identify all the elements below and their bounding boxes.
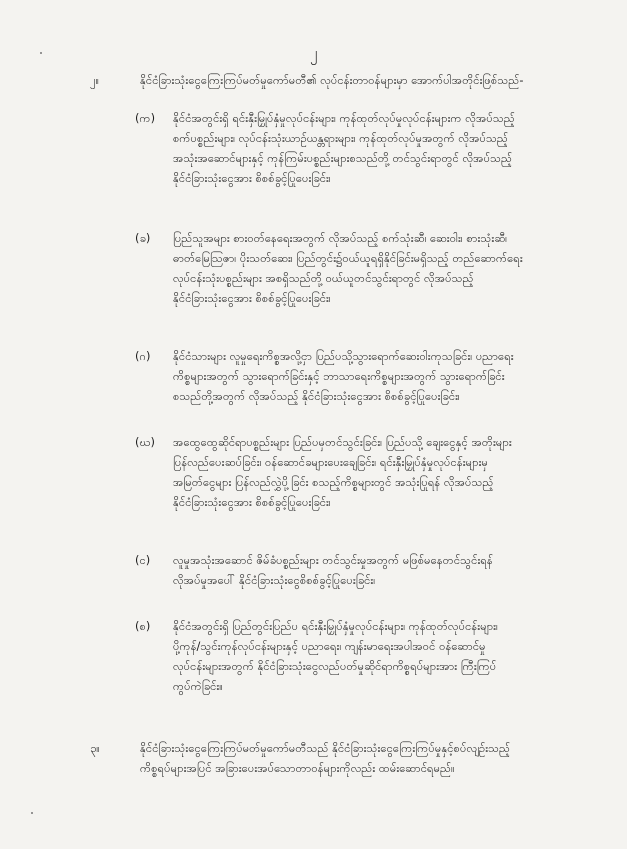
scan-speck [31, 812, 33, 814]
item-line: ပြည်သူအများ စားဝတ်နေရေးအတွက် လိုအပ်သည့် စက်သုံးဆီ၊ ဆေးဝါး၊ စားသုံးဆီ၊ [173, 231, 508, 245]
item-line: လိုအပ်မှုအပေါ် နိုင်ငံခြားသုံးငွေစိစစ်ခွင့်ပြုပေးခြင်း၊ [173, 573, 376, 587]
item-line: နိုင်ငံသားများ လူမှုရေးကိစ္စအလို့ငှာ ပြည်ပသို့သွားရောက်ဆေးဝါးကုသခြင်း၊ ပညာရေး [173, 349, 514, 363]
paragraph-2-marker: ၂။ [90, 73, 100, 87]
item-ka [135, 108, 583, 188]
item-line: အမြတ်ငွေများ ပြန်လည်လွှဲပို့ခြင်း စသည့်ကိစ္စများတွင် အသုံးပြုရန် လိုအပ်သည့် [173, 475, 494, 489]
item-line: လုပ်ငန်းသုံးပစ္စည်းများ အစရှိသည်တို့ ဝယ်ယူတင်သွင်းရာတွင် လိုအပ်သည့် [173, 271, 474, 285]
item-line: စသည်တို့အတွက် လိုအပ်သည့် နိုင်ငံခြားသုံးငွေအား စိစစ်ခွင့်ပြုပေးခြင်း၊ [173, 389, 460, 403]
item-line: လူမှုအသုံးအဆောင် ဇိမ်ခံပစ္စည်းများ တင်သွင်းမှုအတွက် မဖြစ်မနေတင်သွင်းရန် [173, 553, 493, 567]
page-number: ၂ [309, 44, 318, 62]
item-line: ကွပ်ကဲခြင်း။ [173, 679, 223, 693]
item-line: နိုင်ငံခြားသုံးငွေအား စိစစ်ခွင့်ပြုပေးခြင်း၊ [173, 495, 331, 509]
paragraph-3-line: ကိစ္စရပ်များအပြင် အခြားပေးအပ်သောတာဝန်များကိုလည်း ထမ်းဆောင်ရမည်။ [140, 761, 455, 775]
item-sa [135, 616, 583, 696]
item-kha [135, 228, 583, 308]
item-line: ဓာတ်မြေဩဇာ၊ ပိုးသတ်ဆေး၊ ပြည်တွင်း၌ဝယ်ယူရရှိနိုင်ခြင်းမရှိသည့် တည်ဆောက်ရေး [173, 251, 523, 265]
item-line: စက်ပစ္စည်းများ၊ လုပ်ငန်းသုံးယာဉ်ယန္တရားများ၊ ကုန်ထုတ်လုပ်မှုအတွက် လိုအပ်သည့် [173, 131, 509, 145]
paragraph-3 [90, 738, 511, 778]
scan-speck [40, 52, 42, 54]
item-sa-marker: (စ) [135, 619, 151, 633]
item-line: ပြန်လည်ပေးဆပ်ခြင်း၊ ဝန်ဆောင်ခများပေးချေခြင်း၊ ရင်းနှီးမြှုပ်နှံမှုလုပ်ငန်းများမှ [173, 455, 488, 469]
item-ga-marker: (ဂ) [135, 349, 151, 363]
item-line: နိုင်ငံခြားသုံးငွေအား စိစစ်ခွင့်ပြုပေးခြင်း၊ [173, 171, 331, 185]
paragraph-3-marker: ၃။ [90, 741, 100, 755]
item-nga [135, 550, 583, 590]
item-line: ပို့ကုန်/သွင်းကုန်လုပ်ငန်းများနှင့် ပညာရေး၊ ကျန်းမာရေးအပါအဝင် ဝန်ဆောင်မှု [173, 639, 486, 653]
item-line: နိုင်ငံအတွင်းရှိ ရင်းနှီးမြှုပ်နှံမှုလုပ်ငန်းများ၊ ကုန်ထုတ်လုပ်မှုလုပ်ငန်းများက လိုအပ်သည့် [173, 111, 515, 125]
paragraph-3-line: နိုင်ငံခြားသုံးငွေကြေးကြပ်မတ်မှုကော်မတီသည် နိုင်ငံခြားသုံးငွေကြေးကြပ်မှုနှင့်စပ်လျဉ်းသည့် [140, 741, 511, 755]
paragraph-2 [90, 70, 524, 90]
item-line: နိုင်ငံခြားသုံးငွေအား စိစစ်ခွင့်ပြုပေးခြင်း၊ [173, 291, 331, 305]
item-gha-marker: (ဃ) [135, 435, 156, 449]
item-gha [135, 432, 583, 512]
item-line: အသုံးအဆောင်များနှင့် ကုန်ကြမ်းပစ္စည်းများစသည်တို့ တင်သွင်းရာတွင် လိုအပ်သည့် [173, 151, 513, 165]
item-ka-marker: (က) [135, 111, 156, 125]
item-ga [135, 346, 583, 406]
item-nga-marker: (င) [135, 553, 151, 567]
item-line: ကိစ္စများအတွက် သွားရောက်ခြင်းနှင့် ဘာသာရေးကိစ္စများအတွက် သွားရောက်ခြင်း [173, 369, 505, 383]
item-line: နိုင်ငံအတွင်းရှိ ပြည်တွင်းပြည်ပ ရင်းနှီးမြှုပ်နှံမှုလုပ်ငန်းများ၊ ကုန်ထုတ်လုပ်ငန်းများ၊ [173, 619, 498, 633]
paragraph-2-line: နိုင်ငံခြားသုံးငွေကြေးကြပ်မတ်မှုကော်မတီ၏ လုပ်ငန်းတာဝန်များမှာ အောက်ပါအတိုင်းဖြစ်သည်- [140, 73, 524, 87]
item-line: လုပ်ငန်းများအတွက် နိုင်ငံခြားသုံးငွေလည်ပတ်မှုဆိုင်ရာကိစ္စရပ်များအား ကြီးကြပ် [173, 659, 497, 673]
item-line: အထွေထွေဆိုင်ရာပစ္စည်းများ ပြည်ပမှတင်သွင်းခြင်း၊ ပြည်ပသို့ ချေးငွေနှင့် အတိုးများ [173, 435, 512, 449]
item-kha-marker: (ခ) [135, 231, 151, 245]
